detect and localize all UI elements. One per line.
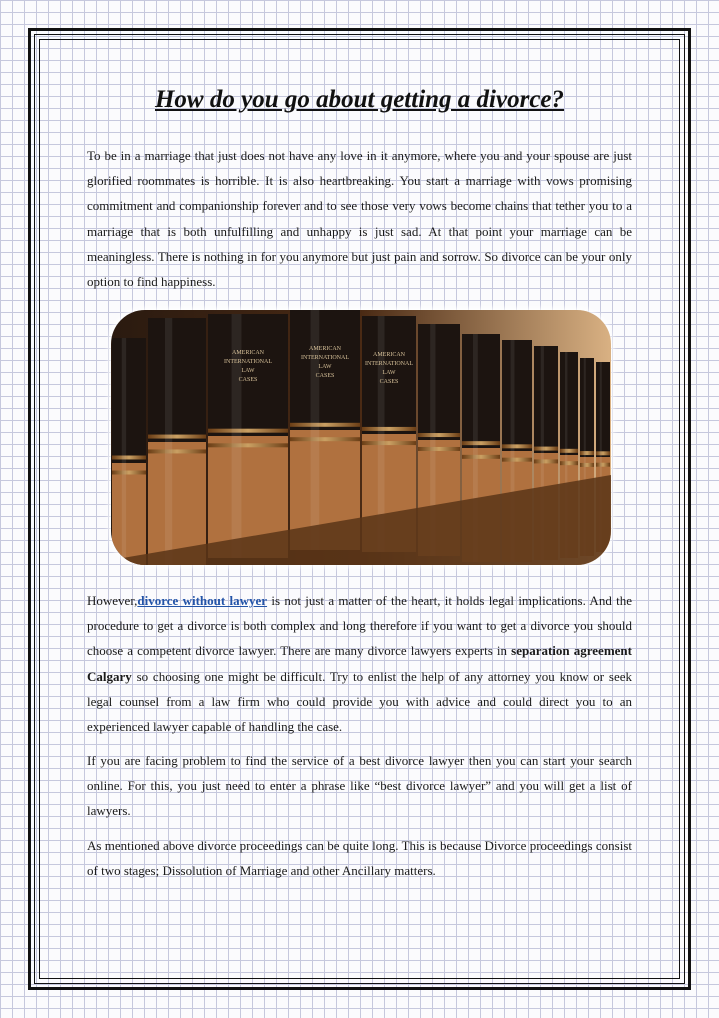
intro-paragraph: To be in a marriage that just does not have any love in it anymore, where you and your spouse are just glorified roommates is horrible. It is also heartbreaking. You start a marriage with vows promising commitment and companionship forever and to see those very vows become chains that tether you to a marriage that is both unfulfilling and unhappy is just sad. At that point your marriage can be meaningless. There is nothing in for you anymore but just pain and sorrow. So divorce can be your only option to find happiness. (87, 148, 632, 290)
document-title: How do you go about getting a divorce? (154, 86, 565, 113)
spine-label-text: AMERICAN (231, 350, 265, 356)
search-online-paragraph: If you are facing problem to find the service of a best divorce lawyer then you can start your search online. For this, you just need to enter a phrase like “best divorce lawyer” and you will get a list of lawyers. (87, 753, 632, 819)
legal-implications-paragraph (87, 588, 632, 739)
book-spine (112, 338, 146, 565)
spine-label-text: CASES (315, 373, 335, 379)
spine-label-text: LAW (382, 370, 396, 376)
spine-label-text: AMERICAN (372, 352, 406, 358)
spine-label-text: CASES (238, 377, 258, 383)
law-books-image (111, 310, 611, 565)
spine-label-text: AMERICAN (308, 346, 342, 352)
spine-label-text: CASES (379, 379, 399, 385)
paragraph-lead: However, (87, 593, 138, 608)
divorce-without-lawyer-link[interactable]: divorce without lawyer (137, 593, 268, 608)
spine-label-text: INTERNATIONAL (301, 355, 349, 361)
paragraph-text-part1: is not just a matter of the heart, it holds legal implications. And the procedure to get a divorce is both complex and long therefore if you want to get a divorce you should choose a competent divorce lawyer. There are many divorce lawyers experts in (87, 593, 632, 659)
paragraph-text-part2: so choosing one might be difficult. Try to enlist the help of any attorney you know or seek legal counsel from a law firm who could provide you with advice and could direct you to an experienced lawyer capable of handling the case. (87, 668, 632, 735)
proceedings-paragraph: As mentioned above divorce proceedings can be quite long. This is because Divorce proceedings consist of two stages; Dissolution of Marriage and other Ancillary matters. (87, 838, 632, 879)
spine-label-text: LAW (318, 364, 332, 370)
spine-label-text: INTERNATIONAL (224, 359, 272, 365)
spine-label-text: LAW (241, 368, 255, 374)
bold-keyword: separation agreement Calgary (87, 643, 632, 684)
spine-label-text: INTERNATIONAL (365, 361, 413, 367)
book-spine (148, 318, 206, 565)
